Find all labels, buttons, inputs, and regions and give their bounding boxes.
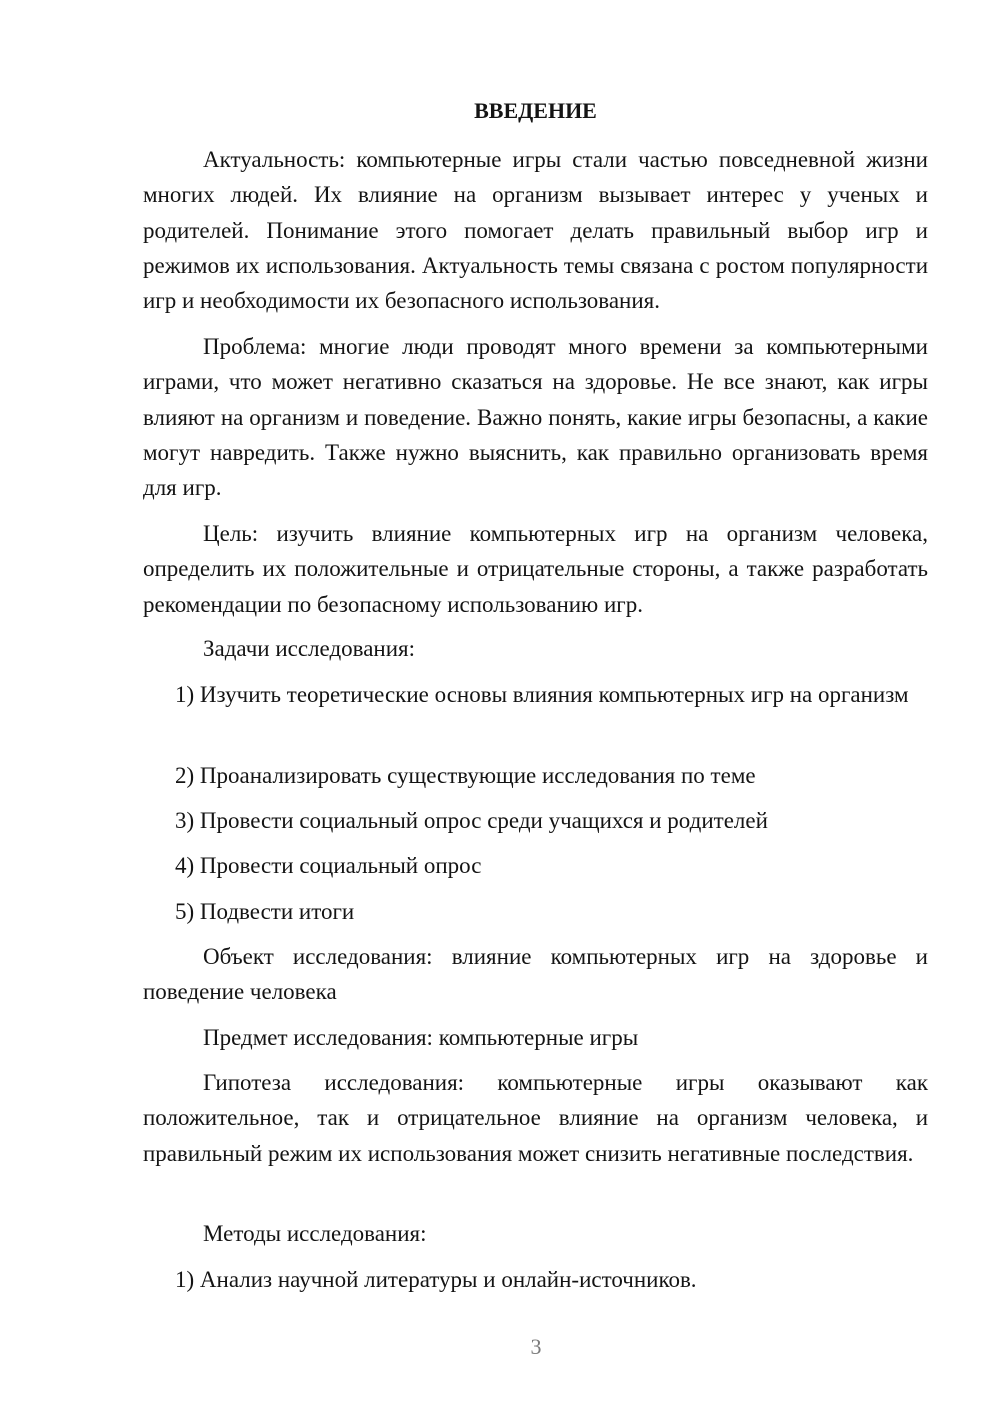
- task-item-4: 4) Провести социальный опрос: [175, 853, 482, 878]
- task-item-2: 2) Проанализировать существующие исследования по теме: [175, 763, 756, 788]
- heading-container: [143, 96, 928, 126]
- method-item-1: 1) Анализ научной литературы и онлайн-источников.: [175, 1267, 697, 1292]
- problem-paragraph: Проблема: многие люди проводят много времени за компьютерными играми, что может негативно сказаться на здоровье. Не все знают, как игры влияют на организм и поведение. Важно понять, какие игры безопасны, а какие могут навредить. Также нужно выяснить, как правильно организовать время для игр.: [143, 334, 928, 501]
- task-item-1: 1) Изучить теоретические основы влияния компьютерных игр на организм: [175, 682, 909, 707]
- methods-title: Методы исследования:: [203, 1221, 427, 1246]
- relevance-paragraph: Актуальность: компьютерные игры стали частью повседневной жизни многих людей. Их влияние на организм вызывает интерес у ученых и родителей. Понимание этого помогает делать правильный выбор игр и режимов их использования. Актуальность темы связана с ростом популярности игр и необходимости их безопасного использования.: [143, 147, 928, 314]
- page-number: 3: [530, 1334, 542, 1359]
- task-item-5: 5) Подвести итоги: [175, 899, 355, 924]
- tasks-title: Задачи исследования:: [203, 636, 416, 661]
- page-heading: ВВЕДЕНИЕ: [474, 98, 597, 123]
- subject-paragraph: Предмет исследования: компьютерные игры: [203, 1025, 639, 1050]
- hypothesis-paragraph: Гипотеза исследования: компьютерные игры оказывают как положительное, так и отрицательное влияние на организм человека, и правильный режим их использования может снизить негативные последствия.: [143, 1070, 928, 1166]
- goal-paragraph: Цель: изучить влияние компьютерных игр на организм человека, определить их положительные и отрицательные стороны, а также разработать рекомендации по безопасному использованию игр.: [143, 521, 928, 617]
- task-item-3: 3) Провести социальный опрос среди учащихся и родителей: [175, 808, 768, 833]
- object-paragraph: Объект исследования: влияние компьютерных игр на здоровье и поведение человека: [143, 944, 928, 1005]
